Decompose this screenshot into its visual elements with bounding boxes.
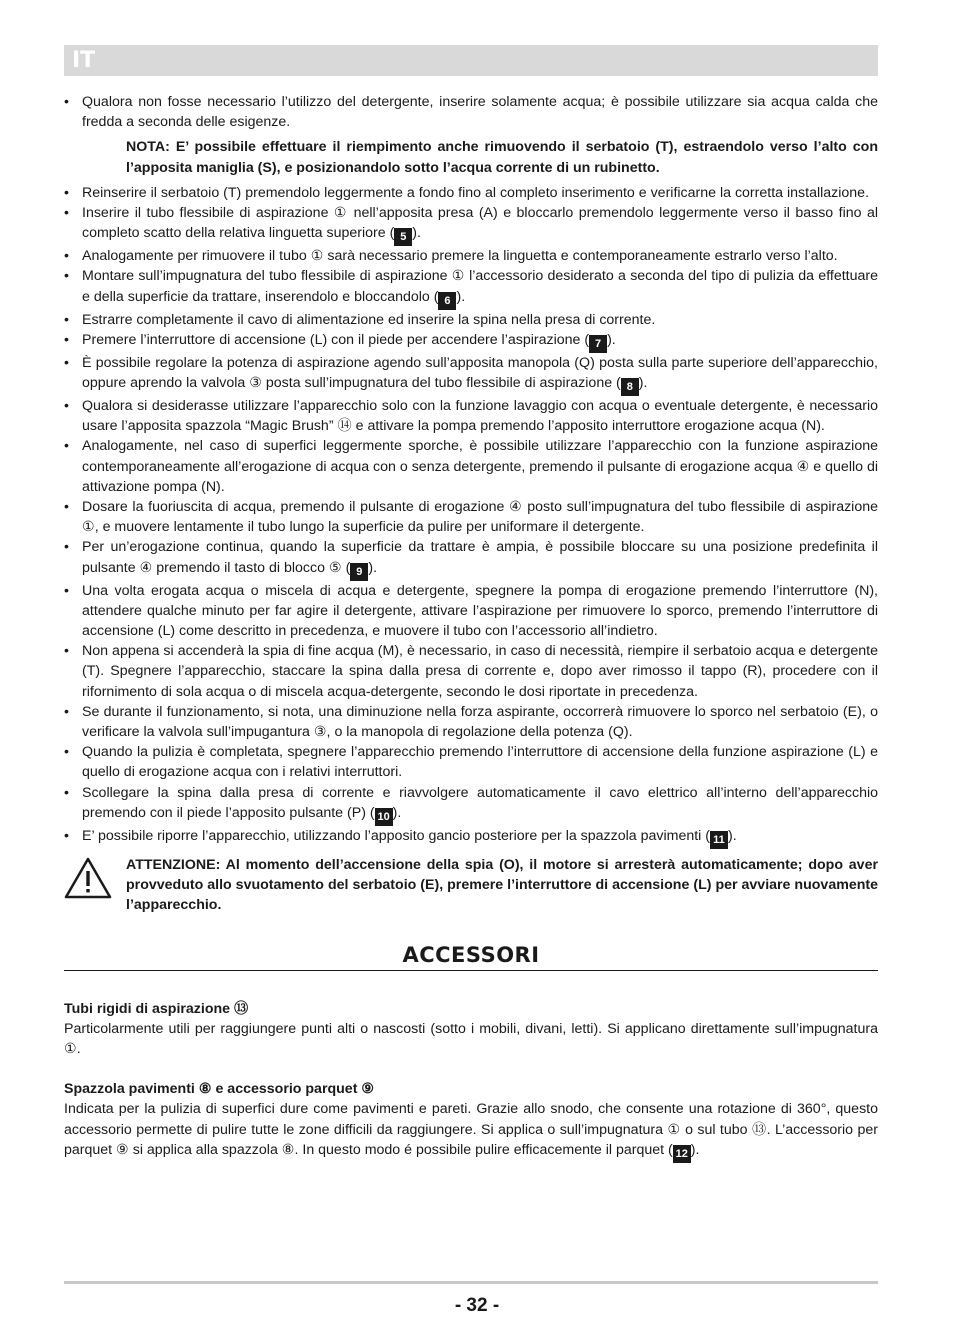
list-item: • E’ possibile riporre l’apparecchio, utilizzando l’apposito gancio posteriore per la spazzola pavimenti ( 11 ). (64, 826, 878, 849)
language-code: IT (72, 48, 96, 73)
list-item: • Montare sull’impugnatura del tubo flessibile di aspirazione ① l’accessorio desiderato a seconda del tipo di pulizia da effettuare e della superficie da trattare, inserendolo e bloccandolo ( 6 ). (64, 266, 878, 309)
figure-ref-badge: 11 (710, 831, 728, 849)
list-item: • Qualora non fosse necessario l’utilizzo del detergente, inserire solamente acqua; è possibile utilizzare sia acqua calda che fredda a seconda delle esigenze. (64, 92, 878, 132)
warning-text: ATTENZIONE: Al momento dell’accensione della spia (O), il motore si arresterà automaticamente; dopo aver provveduto allo svuotamento del serbatoio (E), premere l’interruttore di accensione (L) per avviare nuovamente l’apparecchio. (126, 856, 878, 914)
note-text: NOTA: E’ possibile effettuare il riempimento anche rimuovendo il serbatoio (T), estraendolo verso l’alto con l’apposita maniglia (S), e posizionandolo sotto l’acqua corrente di un rubinetto. (126, 139, 878, 176)
figure-ref-badge: 5 (394, 228, 412, 246)
list-item: • Analogamente, nel caso di superfici leggermente sporche, è possibile utilizzare l’apparecchio con la funzione aspirazione contemporaneamente all’erogazione di acqua con o senza detergente, premendo il pulsante di erogazione acqua ④ e quello di attivazione pompa (N). (64, 436, 878, 497)
list-item: • Reinserire il serbatoio (T) premendolo leggermente a fondo fino al completo inserimento e verificarne la corretta installazione. (64, 183, 878, 203)
subsection-text: Particolarmente utili per raggiungere punti alti o nascosti (sotto i mobili, divani, letti). Si applicano direttamente sull’impugnatura ①. (64, 1020, 878, 1057)
list-item: • Premere l’interruttore di accensione (L) con il piede per accendere l’aspirazione ( 7 ). (64, 330, 878, 353)
section-title: ACCESSORI (402, 942, 540, 967)
list-item: • Una volta erogata acqua o miscela di acqua e detergente, spegnere la pompa di erogazione premendo l’interruttore (N), attendere qualche minuto per far agire il detergente, attivare l’aspirazione per rimuovere lo sporco, premendo l’interruttore di accensione (L) come descritto in precedenza, e muovere il tubo con l’accessorio all’indietro. (64, 581, 878, 642)
section-divider (64, 970, 878, 971)
language-header-bar (64, 45, 878, 76)
list-item: • Scollegare la spina dalla presa di corrente e riavvolgere automaticamente il cavo elettrico all’interno dell’apparecchio premendo con il piede l’apposito pulsante (P) ( 10 ). (64, 783, 878, 826)
list-item: • Dosare la fuoriuscita di acqua, premendo il pulsante di erogazione ④ posto sull’impugnatura del tubo flessibile di aspirazione ①, e muovere lentamente il tubo lungo la superficie da pulire per uniformare il detergente. (64, 497, 878, 537)
list-item: • Qualora si desiderasse utilizzare l’apparecchio solo con la funzione lavaggio con acqua o eventuale detergente, è necessario usare l’apposita spazzola “Magic Brush” ⑭ e attivare la pompa premendo l’apposito interruttore erogazione acqua (N). (64, 396, 878, 436)
subsection-text: Indicata per la pulizia di superfici dure come pavimenti e pareti. Grazie allo snodo, che consente una rotazione di 360°, questo accessorio permette di pulire tutte le zone difficili da raggiungere. Si applica o sull’impugnatura ① o sul tubo ⑬. L’accessorio per parquet ⑨ si applica alla spazzola ⑧. In questo modo é possibile pulire efficacemente il parquet ( 12 ). (64, 1099, 878, 1162)
list-item: • Inserire il tubo flessibile di aspirazione ① nell’apposita presa (A) e bloccarlo premendolo leggermente verso il basso fino al completo scatto della relativa linguetta superiore ( 5 ). (64, 203, 878, 246)
footer-divider (64, 1281, 878, 1284)
list-item: • Se durante il funzionamento, si nota, una diminuzione nella forza aspirante, occorrerà rimuovere lo sporco nel serbatoio (E), o verificare la valvola sull’impugantura ③, o la manopola di regolazione della potenza (Q). (64, 702, 878, 742)
list-item: • Per un’erogazione continua, quando la superficie da trattare è ampia, è possibile bloccare su una posizione predefinita il pulsante ④ premendo il tasto di blocco ⑤ ( 9 ). (64, 537, 878, 580)
list-item: • È possibile regolare la potenza di aspirazione agendo sull’apposita manopola (Q) posta sulla parte superiore dell’apparecchio, oppure aprendo la valvola ③ posta sull’impugnatura del tubo flessibile di aspirazione ( 8 ). (64, 353, 878, 396)
figure-ref-badge: 12 (673, 1145, 691, 1163)
figure-ref-badge: 10 (375, 808, 393, 826)
page-content (64, 92, 878, 1163)
figure-ref-badge: 8 (621, 378, 639, 396)
instruction-list (64, 92, 878, 132)
warning-block (64, 855, 878, 916)
list-item: • Non appena si accenderà la spia di fine acqua (M), è necessario, in caso di necessità, riempire il serbatoio acqua e detergente (T). Spegnere l’apparecchio, staccare la spina dalla presa di corrente e, dopo aver rimosso il tappo (R), procedere con il rifornimento di sola acqua o di miscela acqua-detergente, secondo le dosi riportate in precedenza. (64, 641, 878, 702)
figure-ref-badge: 6 (438, 292, 456, 310)
subsection-heading: Tubi rigidi di aspirazione ⑬ (64, 1000, 249, 1017)
instruction-list (64, 183, 878, 849)
warning-triangle-icon (64, 857, 112, 899)
list-item: • Quando la pulizia è completata, spegnere l’apparecchio premendo l’interruttore di accensione della funzione aspirazione (L) e quello di erogazione acqua con i relativi interruttori. (64, 742, 878, 782)
list-item: • Analogamente per rimuovere il tubo ① sarà necessario premere la linguetta e contemporaneamente estrarlo verso l’alto. (64, 246, 878, 266)
figure-ref-badge: 7 (589, 335, 607, 353)
list-item: • Estrarre completamente il cavo di alimentazione ed inserire la spina nella presa di corrente. (64, 310, 878, 330)
figure-ref-badge: 9 (350, 563, 368, 581)
subsection-heading: Spazzola pavimenti ⑧ e accessorio parquet ⑨ (64, 1081, 375, 1098)
page-number: - 32 - (454, 1295, 500, 1316)
